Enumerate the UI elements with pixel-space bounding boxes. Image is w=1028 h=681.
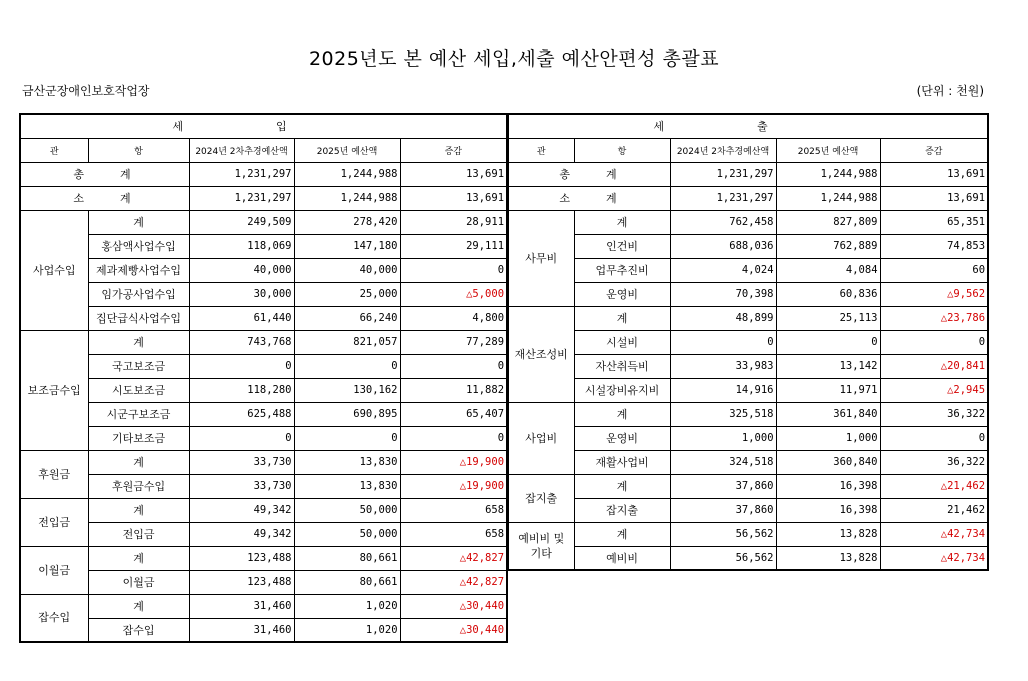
column-header: 관 (508, 138, 574, 162)
table-row (20, 426, 507, 450)
table-row (20, 282, 507, 306)
amount-2024: 31,460 (189, 594, 294, 618)
amount-change: 29,111 (400, 234, 507, 258)
table-row (20, 546, 507, 570)
amount-change: 4,800 (400, 306, 507, 330)
table-row (20, 306, 507, 330)
column-header-row (20, 138, 507, 162)
amount-2024: 123,488 (189, 546, 294, 570)
amount-2025: 1,244,988 (294, 186, 400, 210)
item-cell: 계 (88, 594, 189, 618)
amount-2025: 762,889 (776, 234, 880, 258)
table-row (508, 498, 988, 522)
category-cell: 후원금 (20, 450, 88, 498)
amount-2025: 361,840 (776, 402, 880, 426)
table-row (508, 258, 988, 282)
amount-2025: 60,836 (776, 282, 880, 306)
amount-change: 0 (880, 426, 988, 450)
amount-2025: 0 (294, 354, 400, 378)
amount-2025: 1,244,988 (776, 186, 880, 210)
amount-change: △20,841 (880, 354, 988, 378)
table-row (508, 402, 988, 426)
item-cell: 계 (88, 498, 189, 522)
amount-change: 0 (400, 258, 507, 282)
organization-name: 금산군장애인보호작업장 (22, 84, 150, 98)
item-cell: 계 (574, 522, 670, 546)
amount-change: 13,691 (880, 186, 988, 210)
item-cell: 인건비 (574, 234, 670, 258)
amount-change: 65,407 (400, 402, 507, 426)
amount-2024: 31,460 (189, 618, 294, 642)
column-header: 증감 (880, 138, 988, 162)
item-cell: 제과제빵사업수입 (88, 258, 189, 282)
table-row (20, 450, 507, 474)
item-cell: 자산취득비 (574, 354, 670, 378)
category-cell: 이월금 (20, 546, 88, 594)
amount-2025: 1,020 (294, 618, 400, 642)
amount-2025: 11,971 (776, 378, 880, 402)
amount-2024: 118,280 (189, 378, 294, 402)
total-row (20, 162, 507, 186)
amount-2025: 278,420 (294, 210, 400, 234)
subtotal-row (508, 186, 988, 210)
table-row (20, 258, 507, 282)
table-row (20, 402, 507, 426)
subtotal-label-1: 소 (508, 186, 574, 210)
amount-change: 21,462 (880, 498, 988, 522)
item-cell: 시도보조금 (88, 378, 189, 402)
amount-change: △42,734 (880, 522, 988, 546)
category-cell: 사무비 (508, 210, 574, 306)
unit-label: (단위 : 천원) (916, 84, 984, 98)
item-cell: 계 (88, 210, 189, 234)
section-header-char1: 세 (508, 114, 670, 138)
subtotal-row (20, 186, 507, 210)
table-row (20, 570, 507, 594)
amount-2025: 40,000 (294, 258, 400, 282)
amount-2025: 1,000 (776, 426, 880, 450)
table-row (508, 282, 988, 306)
table-row (20, 498, 507, 522)
amount-change: △23,786 (880, 306, 988, 330)
amount-change: 11,882 (400, 378, 507, 402)
amount-change: 658 (400, 498, 507, 522)
amount-change: △42,827 (400, 546, 507, 570)
section-header-char2: 출 (670, 114, 988, 138)
amount-2025: 0 (776, 330, 880, 354)
amount-2024: 743,768 (189, 330, 294, 354)
table-row (508, 234, 988, 258)
amount-change: △9,562 (880, 282, 988, 306)
amount-2024: 37,860 (670, 474, 776, 498)
amount-2024: 49,342 (189, 498, 294, 522)
amount-2025: 16,398 (776, 498, 880, 522)
table-row (508, 330, 988, 354)
item-cell: 이월금 (88, 570, 189, 594)
table-row (508, 354, 988, 378)
item-cell: 운영비 (574, 426, 670, 450)
column-header: 2025년 예산액 (294, 138, 400, 162)
item-cell: 국고보조금 (88, 354, 189, 378)
total-label-2: 계 (88, 162, 189, 186)
item-cell: 계 (574, 474, 670, 498)
amount-change: △21,462 (880, 474, 988, 498)
amount-2024: 49,342 (189, 522, 294, 546)
item-cell: 잡지출 (574, 498, 670, 522)
item-cell: 임가공사업수입 (88, 282, 189, 306)
amount-2025: 66,240 (294, 306, 400, 330)
item-cell: 운영비 (574, 282, 670, 306)
table-row (20, 474, 507, 498)
amount-2024: 325,518 (670, 402, 776, 426)
item-cell: 집단급식사업수입 (88, 306, 189, 330)
table-row (508, 378, 988, 402)
amount-2025: 147,180 (294, 234, 400, 258)
amount-change: 13,691 (400, 162, 507, 186)
amount-change: △2,945 (880, 378, 988, 402)
amount-2025: 360,840 (776, 450, 880, 474)
amount-change: △42,827 (400, 570, 507, 594)
amount-change: 0 (400, 426, 507, 450)
table-row (508, 426, 988, 450)
expenditure-table (507, 113, 989, 571)
item-cell: 업무추진비 (574, 258, 670, 282)
revenue-table (19, 113, 508, 643)
item-cell: 계 (88, 546, 189, 570)
subtotal-label-1: 소 (20, 186, 88, 210)
item-cell: 잡수입 (88, 618, 189, 642)
table-row (508, 474, 988, 498)
category-cell: 사업수입 (20, 210, 88, 330)
amount-2025: 4,084 (776, 258, 880, 282)
item-cell: 계 (574, 402, 670, 426)
amount-2024: 56,562 (670, 546, 776, 570)
amount-2024: 14,916 (670, 378, 776, 402)
amount-2024: 61,440 (189, 306, 294, 330)
category-cell: 예비비 및 기타 (508, 522, 574, 570)
amount-2024: 688,036 (670, 234, 776, 258)
item-cell: 후원금수입 (88, 474, 189, 498)
amount-2024: 1,231,297 (189, 186, 294, 210)
amount-2025: 130,162 (294, 378, 400, 402)
amount-2025: 13,830 (294, 450, 400, 474)
column-header: 관 (20, 138, 88, 162)
amount-2025: 1,244,988 (776, 162, 880, 186)
item-cell: 시설장비유지비 (574, 378, 670, 402)
column-header-row (508, 138, 988, 162)
amount-change: 13,691 (400, 186, 507, 210)
subtotal-label-2: 계 (574, 186, 670, 210)
amount-2025: 80,661 (294, 570, 400, 594)
section-header-char2: 입 (189, 114, 507, 138)
category-cell: 잡지출 (508, 474, 574, 522)
table-row (508, 546, 988, 570)
amount-change: 0 (400, 354, 507, 378)
category-cell: 보조금수입 (20, 330, 88, 450)
amount-2024: 324,518 (670, 450, 776, 474)
amount-change: △19,900 (400, 450, 507, 474)
item-cell: 전입금 (88, 522, 189, 546)
amount-2025: 25,113 (776, 306, 880, 330)
category-cell: 재산조성비 (508, 306, 574, 402)
amount-2024: 70,398 (670, 282, 776, 306)
table-row (20, 354, 507, 378)
column-header: 2025년 예산액 (776, 138, 880, 162)
amount-change: 36,322 (880, 450, 988, 474)
amount-2024: 48,899 (670, 306, 776, 330)
item-cell: 기타보조금 (88, 426, 189, 450)
column-header: 항 (88, 138, 189, 162)
amount-2025: 16,398 (776, 474, 880, 498)
item-cell: 재활사업비 (574, 450, 670, 474)
amount-2024: 0 (189, 426, 294, 450)
amount-2025: 50,000 (294, 522, 400, 546)
amount-2025: 690,895 (294, 402, 400, 426)
amount-2025: 1,244,988 (294, 162, 400, 186)
item-cell: 계 (574, 306, 670, 330)
total-label-1: 총 (20, 162, 88, 186)
category-cell: 사업비 (508, 402, 574, 474)
amount-change: △5,000 (400, 282, 507, 306)
amount-2024: 56,562 (670, 522, 776, 546)
table-row (508, 522, 988, 546)
section-header-row (20, 114, 507, 138)
amount-2025: 827,809 (776, 210, 880, 234)
amount-2025: 0 (294, 426, 400, 450)
total-row (508, 162, 988, 186)
amount-2024: 0 (189, 354, 294, 378)
category-cell: 전입금 (20, 498, 88, 546)
table-row (20, 234, 507, 258)
category-cell: 잡수입 (20, 594, 88, 642)
amount-2024: 33,983 (670, 354, 776, 378)
amount-2024: 0 (670, 330, 776, 354)
amount-2025: 821,057 (294, 330, 400, 354)
amount-change: 65,351 (880, 210, 988, 234)
amount-2024: 1,231,297 (670, 186, 776, 210)
column-header: 항 (574, 138, 670, 162)
table-row (508, 306, 988, 330)
amount-2024: 762,458 (670, 210, 776, 234)
amount-2024: 1,000 (670, 426, 776, 450)
total-label-2: 계 (574, 162, 670, 186)
amount-2024: 625,488 (189, 402, 294, 426)
table-row (20, 594, 507, 618)
amount-change: △30,440 (400, 594, 507, 618)
amount-change: △30,440 (400, 618, 507, 642)
column-header: 2024년 2차추경예산액 (189, 138, 294, 162)
table-row (20, 378, 507, 402)
table-row (20, 618, 507, 642)
item-cell: 계 (88, 450, 189, 474)
amount-2025: 13,828 (776, 546, 880, 570)
item-cell: 시군구보조금 (88, 402, 189, 426)
section-header-char1: 세 (20, 114, 189, 138)
total-label-1: 총 (508, 162, 574, 186)
table-row (20, 210, 507, 234)
amount-2025: 80,661 (294, 546, 400, 570)
item-cell: 홍삼액사업수입 (88, 234, 189, 258)
table-row (20, 330, 507, 354)
amount-change: 13,691 (880, 162, 988, 186)
table-row (508, 210, 988, 234)
subtotal-label-2: 계 (88, 186, 189, 210)
amount-2024: 33,730 (189, 474, 294, 498)
amount-2025: 25,000 (294, 282, 400, 306)
amount-change: 77,289 (400, 330, 507, 354)
amount-2024: 4,024 (670, 258, 776, 282)
amount-2024: 40,000 (189, 258, 294, 282)
amount-change: 658 (400, 522, 507, 546)
column-header: 2024년 2차추경예산액 (670, 138, 776, 162)
table-row (508, 450, 988, 474)
amount-2025: 1,020 (294, 594, 400, 618)
amount-2024: 30,000 (189, 282, 294, 306)
item-cell: 계 (574, 210, 670, 234)
amount-2024: 123,488 (189, 570, 294, 594)
amount-change: △42,734 (880, 546, 988, 570)
amount-2025: 13,828 (776, 522, 880, 546)
amount-change: 36,322 (880, 402, 988, 426)
section-header-row (508, 114, 988, 138)
amount-2024: 1,231,297 (670, 162, 776, 186)
amount-2025: 50,000 (294, 498, 400, 522)
amount-change: △19,900 (400, 474, 507, 498)
amount-2024: 1,231,297 (189, 162, 294, 186)
amount-2024: 249,509 (189, 210, 294, 234)
item-cell: 계 (88, 330, 189, 354)
page-title: 2025년도 본 예산 세입,세출 예산안편성 총괄표 (308, 48, 720, 70)
column-header: 증감 (400, 138, 507, 162)
amount-2025: 13,830 (294, 474, 400, 498)
amount-2024: 37,860 (670, 498, 776, 522)
amount-change: 28,911 (400, 210, 507, 234)
amount-change: 60 (880, 258, 988, 282)
item-cell: 예비비 (574, 546, 670, 570)
item-cell: 시설비 (574, 330, 670, 354)
table-row (20, 522, 507, 546)
amount-2025: 13,142 (776, 354, 880, 378)
amount-2024: 118,069 (189, 234, 294, 258)
amount-change: 74,853 (880, 234, 988, 258)
amount-change: 0 (880, 330, 988, 354)
amount-2024: 33,730 (189, 450, 294, 474)
